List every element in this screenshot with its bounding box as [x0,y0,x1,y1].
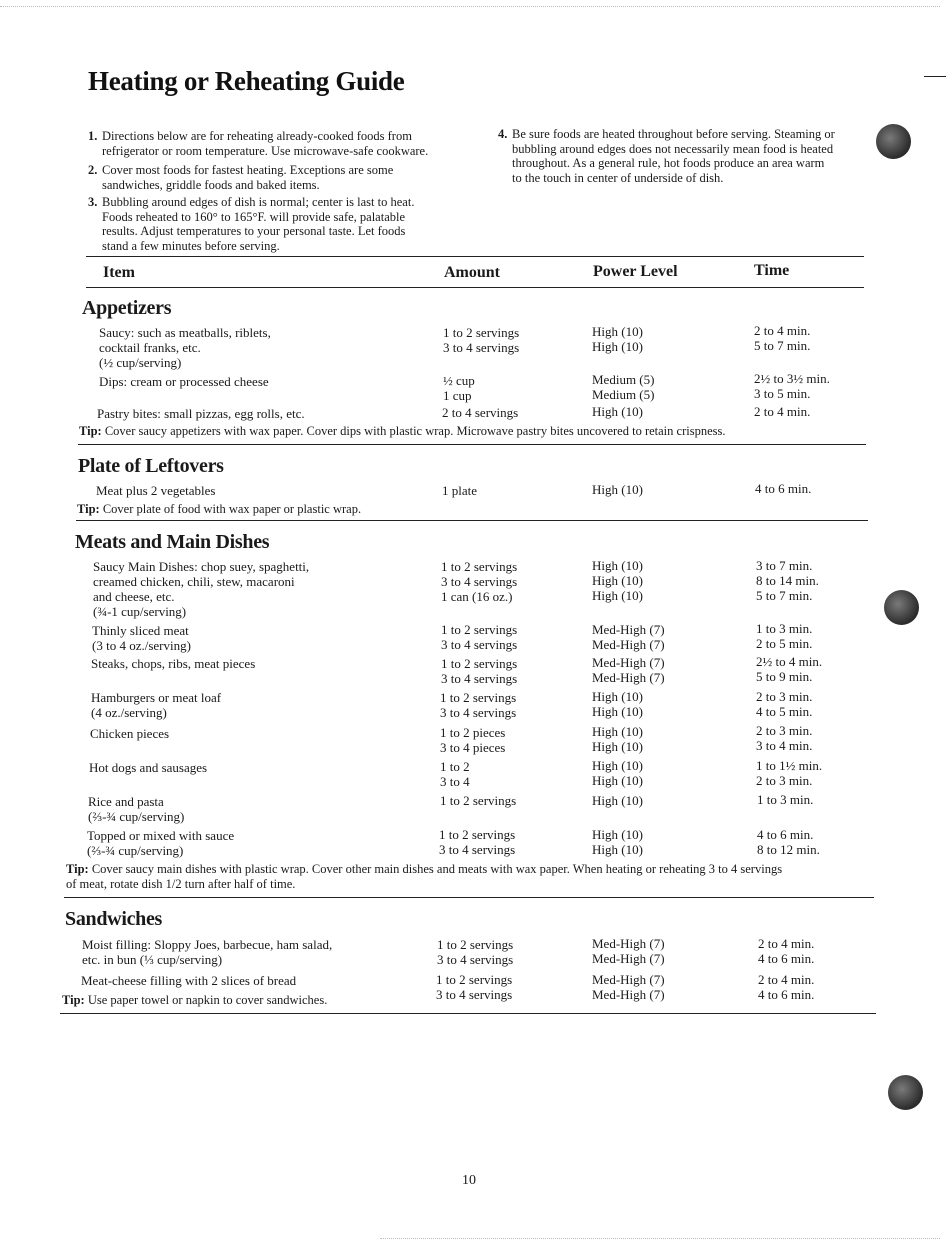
power-cell: High (10) High (10) [592,827,643,857]
item-cell: Hamburgers or meat loaf (4 oz./serving) [91,690,222,720]
power-cell: High (10) High (10) [592,324,643,354]
time-cell: 2 to 4 min. 5 to 7 min. [754,323,811,353]
time-cell: 2 to 3 min. 4 to 5 min. [756,689,813,719]
power-cell: High (10) High (10) [592,689,643,719]
item-cell: Meat-cheese filling with 2 slices of bread [81,973,297,988]
amount-cell: 1 to 2 servings 3 to 4 servings [436,972,513,1002]
item-cell: Rice and pasta (⅔-¾ cup/serving) [88,794,185,824]
amount-cell: 1 to 2 servings 3 to 4 servings 1 can (16 oz.) [441,559,518,604]
time-cell: 2 to 3 min. 3 to 4 min. [756,723,813,753]
intro-right [498,127,868,187]
time-cell: 1 to 3 min. 2 to 5 min. [756,621,813,651]
scan-edge-bottom [380,1238,940,1239]
section-divider [64,897,874,898]
column-header-power-level: Power Level [593,263,678,280]
item-cell: Moist filling: Sloppy Joes, barbecue, ham salad, etc. in bun (⅓ cup/serving) [82,937,333,967]
margin-mark [924,76,946,77]
power-cell: High (10) High (10) High (10) [592,558,643,603]
intro-left [88,129,478,254]
section-title-sandwiches: Sandwiches [65,908,163,930]
time-cell: 1 to 3 min. [757,792,814,807]
note-line: Bubbling around edges of dish is normal; center is last to heat. [102,195,415,209]
power-cell: High (10) High (10) [592,724,643,754]
power-cell: Medium (5) Medium (5) [592,372,655,402]
amount-cell: 1 to 2 servings 3 to 4 servings [441,622,518,652]
section-title-meats: Meats and Main Dishes [75,531,270,553]
note-line: sandwiches, griddle foods and baked items. [102,177,320,192]
item-cell: Pastry bites: small pizzas, egg rolls, etc. [97,406,305,421]
tip-meats [66,862,782,892]
power-cell: Med-High (7) Med-High (7) [592,936,665,966]
section-divider [60,1013,876,1014]
section-title-appetizers: Appetizers [82,297,172,319]
column-header-item: Item [103,264,135,281]
power-cell: High (10) High (10) [592,758,643,788]
amount-cell: 1 to 2 servings 3 to 4 servings [440,690,517,720]
column-header-amount: Amount [444,264,501,281]
amount-cell: ½ cup 1 cup [443,373,475,403]
item-cell: Meat plus 2 vegetables [96,483,216,498]
note-line: stand a few minutes before serving. [102,238,280,253]
note-number: 2. [88,163,98,177]
page-number: 10 [462,1173,476,1188]
note-line: refrigerator or room temperature. Use microwave-safe cookware. [102,143,429,158]
power-cell: Med-High (7) Med-High (7) [592,622,665,652]
binder-hole-dot [876,124,911,159]
item-cell: Dips: cream or processed cheese [99,374,269,389]
item-cell: Topped or mixed with sauce (⅔-¾ cup/serving) [87,828,235,858]
time-cell: 2½ to 4 min. 5 to 9 min. [756,654,823,684]
amount-cell: 1 to 2 servings 3 to 4 servings [441,656,518,686]
header-rule-bottom [86,287,864,288]
section-divider [78,444,866,445]
time-cell: 2 to 4 min. [754,404,811,419]
amount-cell: 2 to 4 servings [442,405,519,420]
section-title-leftovers: Plate of Leftovers [78,455,224,477]
tip-label: Tip: [79,424,102,438]
tip-label: Tip: [62,993,85,1007]
tip-appetizers [79,424,725,439]
section-divider [76,520,868,521]
time-cell: 4 to 6 min. 8 to 12 min. [757,827,820,857]
note-line: results. Adjust temperatures to your personal taste. Let foods [102,224,406,239]
note-number: 1. [88,129,98,143]
tip-text: Use paper towel or napkin to cover sandwiches. [84,993,328,1007]
column-header-time: Time [754,262,790,279]
power-cell: High (10) [592,482,643,497]
power-cell: Med-High (7) Med-High (7) [592,655,665,685]
time-cell: 1 to 1½ min. 2 to 3 min. [756,758,823,788]
tip-text: Cover plate of food with wax paper or plastic wrap. [99,502,362,516]
item-cell: Saucy: such as meatballs, riblets, cocktail franks, etc. (½ cup/serving) [99,325,271,370]
amount-cell: 1 to 2 servings [440,793,517,808]
page-title: Heating or Reheating Guide [88,66,405,96]
note-line: throughout. As a general rule, hot foods produce an area warm [512,156,825,171]
note-line: to the touch in center of underside of dish. [512,170,724,185]
amount-cell: 1 plate [442,483,478,498]
header-rule-top [86,256,864,257]
time-cell: 2 to 4 min. 4 to 6 min. [758,972,815,1002]
scan-edge-top [0,6,940,7]
time-cell: 3 to 7 min. 8 to 14 min. 5 to 7 min. [756,558,819,603]
power-cell: High (10) [592,404,643,419]
note-line: Foods reheated to 160° to 165°F. will provide safe, palatable [102,209,406,224]
amount-cell: 1 to 2 servings 3 to 4 servings [437,937,514,967]
time-cell: 2 to 4 min. 4 to 6 min. [758,936,815,966]
time-cell: 2½ to 3½ min. 3 to 5 min. [754,371,830,401]
item-cell: Hot dogs and sausages [89,760,208,775]
amount-cell: 1 to 2 servings 3 to 4 servings [439,827,516,857]
power-cell: Med-High (7) Med-High (7) [592,972,665,1002]
power-cell: High (10) [592,793,643,808]
tip-text: Cover saucy main dishes with plastic wrap. Cover other main dishes and meats with wax paper. When heating or reheating 3 to 4 servings of meat, rotate dish 1/2 turn after half of time. [66,862,783,891]
item-cell: Thinly sliced meat (3 to 4 oz./serving) [92,623,191,653]
amount-cell: 1 to 2 servings 3 to 4 servings [443,325,520,355]
tip-label: Tip: [66,862,89,876]
note-number: 4. [498,127,508,141]
tip-label: Tip: [77,502,100,516]
item-cell: Chicken pieces [90,726,170,741]
time-cell: 4 to 6 min. [755,481,812,496]
amount-cell: 1 to 2 3 to 4 [440,759,470,789]
amount-cell: 1 to 2 pieces 3 to 4 pieces [440,725,506,755]
note-line: Directions below are for reheating already-cooked foods from [102,129,412,143]
note-line: Be sure foods are heated throughout before serving. Steaming or [512,127,835,141]
binder-hole-dot [884,590,919,625]
note-line: Cover most foods for fastest heating. Exceptions are some [102,163,394,177]
note-line: bubbling around edges does not necessarily mean food is heated [512,141,834,156]
tip-leftovers [77,502,361,517]
note-number: 3. [88,195,98,209]
item-cell: Saucy Main Dishes: chop suey, spaghetti, creamed chicken, chili, stew, macaroni and cheese, etc. (¾-1 cup/serving) [93,559,310,619]
tip-sandwiches [62,993,327,1008]
item-cell: Steaks, chops, ribs, meat pieces [91,656,256,671]
binder-hole-dot [888,1075,923,1110]
tip-text: Cover saucy appetizers with wax paper. Cover dips with plastic wrap. Microwave pastry bites uncovered to retain crispness. [101,424,726,438]
